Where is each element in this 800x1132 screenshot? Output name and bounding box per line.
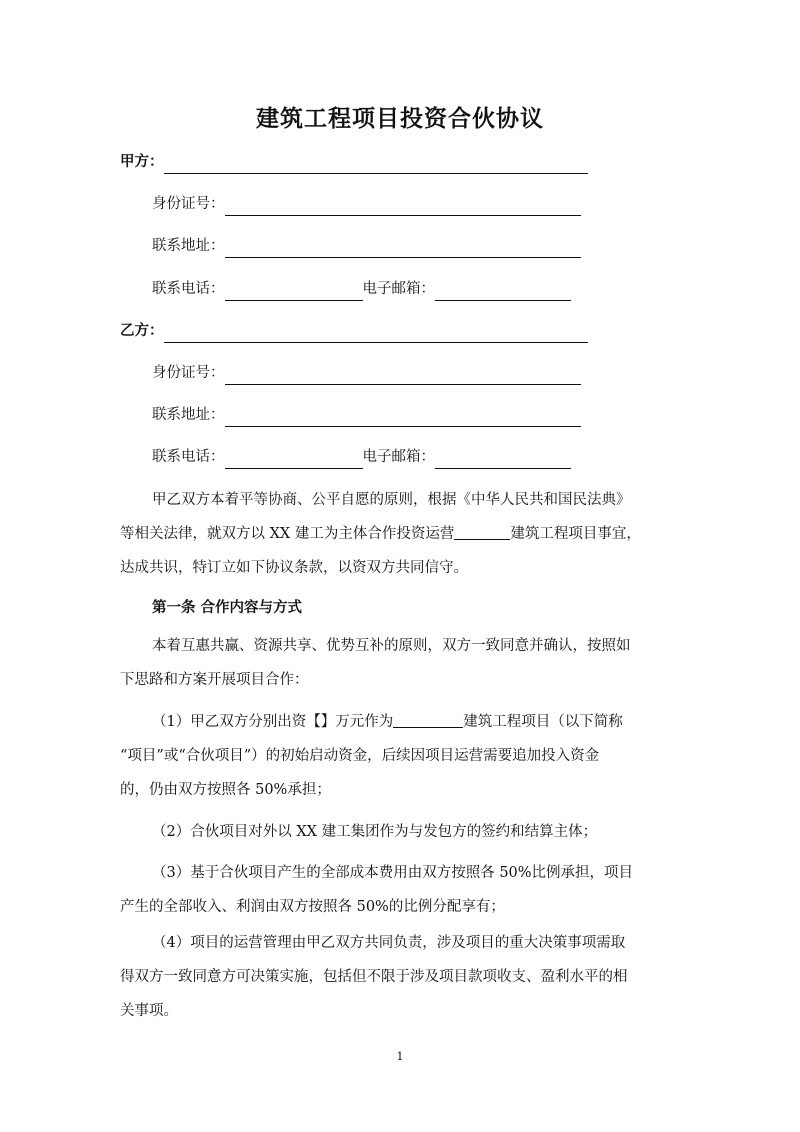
clause-1-line-1 bbox=[120, 705, 680, 739]
clause-1-project-blank[interactable] bbox=[393, 709, 463, 728]
party-b-id-row bbox=[152, 361, 581, 385]
clause-4-line-3: 关事项。 bbox=[120, 1003, 178, 1019]
party-b-address-row bbox=[152, 403, 581, 427]
intro-line-3: 达成共识，特订立如下协议条款，以资双方共同信守。 bbox=[120, 560, 468, 576]
party-a-name-field[interactable] bbox=[164, 155, 588, 174]
project-name-blank[interactable] bbox=[454, 521, 510, 540]
party-a-phone-label: 联系电话： bbox=[152, 281, 225, 297]
intro-line-2 bbox=[120, 517, 680, 551]
clause-1-line-3: 的，仍由双方按照各 50%承担； bbox=[120, 782, 331, 798]
party-a-email-label: 电子邮箱： bbox=[362, 281, 435, 297]
page-number: 1 bbox=[396, 1050, 404, 1063]
party-b-id-field[interactable] bbox=[225, 366, 581, 385]
party-b-phone-label: 联系电话： bbox=[152, 449, 225, 465]
party-b-contact-row bbox=[152, 445, 571, 469]
party-b-label: 乙方： bbox=[120, 323, 164, 339]
article-1-intro-line-2: 下思路和方案开展项目合作： bbox=[120, 672, 309, 688]
party-b-id-label: 身份证号： bbox=[152, 365, 225, 381]
intro-line-2b: 建筑工程项目事宜， bbox=[510, 526, 641, 542]
clause-4 bbox=[120, 926, 680, 1028]
party-a-email-field[interactable] bbox=[435, 282, 571, 301]
party-b-address-label: 联系地址： bbox=[152, 407, 225, 423]
party-a-phone-field[interactable] bbox=[225, 282, 363, 301]
clause-1-line-2: “项目”或“合伙项目”）的初始启动资金，后续因项目运营需要追加投入资金 bbox=[120, 748, 600, 764]
clause-4-line-2: 得双方一致同意方可决策实施，包括但不限于涉及项目款项收支、盈利水平的相 bbox=[120, 969, 628, 985]
party-a-id-field[interactable] bbox=[225, 197, 581, 216]
clause-3-line-2: 产生的全部收入、利润由双方按照各 50%的比例分配享有； bbox=[120, 899, 505, 915]
article-1-intro bbox=[120, 629, 680, 697]
intro-line-1: 甲乙双方本着平等协商、公平自愿的原则，根据《中华人民共和国民法典》 bbox=[152, 492, 631, 508]
party-b-phone-field[interactable] bbox=[225, 450, 363, 469]
party-a-address-field[interactable] bbox=[225, 239, 581, 258]
clause-3-line-1: （3）基于合伙项目产生的全部成本费用由双方按照各 50%比例承担，项目 bbox=[152, 865, 634, 881]
party-a-address-label: 联系地址： bbox=[152, 238, 225, 254]
intro-line-2a: 等相关法律，就双方以 XX 建工为主体合作投资运营 bbox=[120, 526, 455, 542]
party-a-id-label: 身份证号： bbox=[152, 196, 225, 212]
intro-paragraph bbox=[120, 483, 680, 585]
party-b-email-field[interactable] bbox=[435, 450, 571, 469]
clause-4-line-1: （4）项目的运营管理由甲乙双方共同负责，涉及项目的重大决策事项需取 bbox=[152, 935, 626, 951]
clause-1-line-1b: 建筑工程项目（以下简称 bbox=[463, 714, 623, 730]
party-a-row bbox=[120, 150, 588, 174]
party-b-name-field[interactable] bbox=[164, 324, 588, 343]
article-1-heading: 第一条 合作内容与方式 bbox=[152, 600, 303, 616]
clause-2-line-1: （2）合伙项目对外以 XX 建工集团作为与发包方的签约和结算主体； bbox=[152, 824, 598, 840]
clause-3 bbox=[120, 856, 680, 924]
party-a-id-row bbox=[152, 192, 581, 216]
article-1-intro-line-1: 本着互惠共赢、资源共享、优势互补的原则，双方一致同意并确认，按照如 bbox=[152, 638, 631, 654]
party-a-address-row bbox=[152, 234, 581, 258]
party-a-contact-row bbox=[152, 277, 571, 301]
party-b-email-label: 电子邮箱： bbox=[362, 449, 435, 465]
document-title: 建筑工程项目投资合伙协议 bbox=[256, 106, 544, 132]
party-b-row bbox=[120, 319, 588, 343]
party-a-label: 甲方： bbox=[120, 154, 164, 170]
clause-1 bbox=[120, 705, 680, 807]
party-b-address-field[interactable] bbox=[225, 408, 581, 427]
clause-1-line-1a: （1）甲乙双方分别出资【】万元作为 bbox=[152, 714, 394, 730]
clause-2 bbox=[120, 815, 680, 849]
